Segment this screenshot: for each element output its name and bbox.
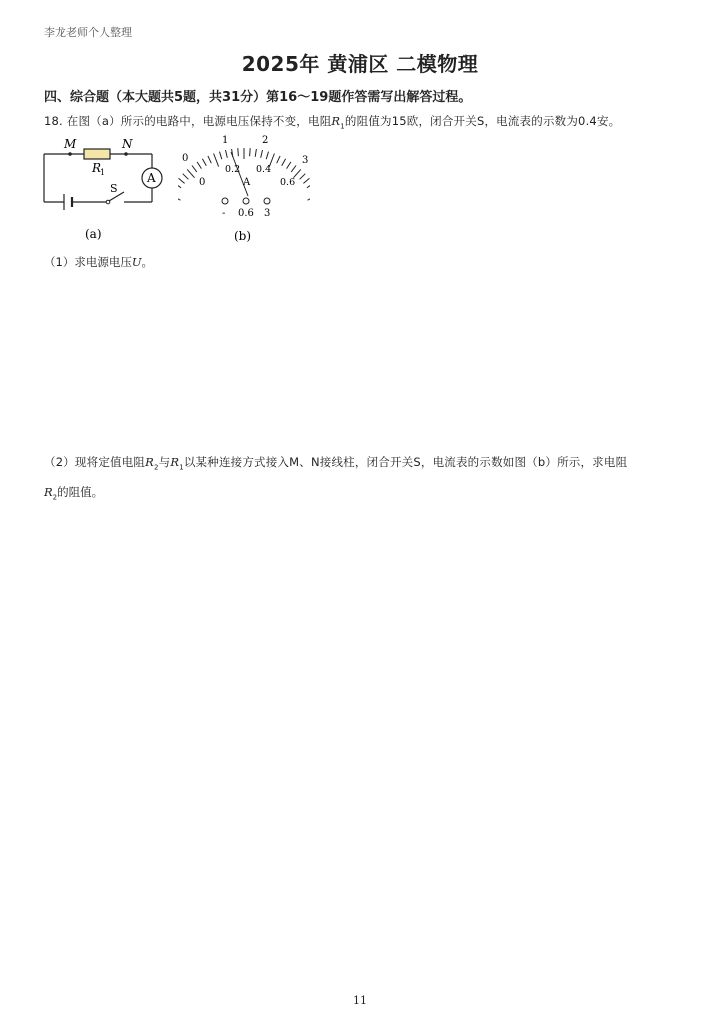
label-r1-sub: 1 [100, 168, 106, 177]
ammeter-dial-b [178, 130, 310, 246]
scale-top-2: 2 [262, 135, 269, 146]
r2-subscript: 2 [153, 463, 159, 472]
author-note: 李龙老师个人整理 [44, 26, 132, 39]
label-n: N [122, 137, 133, 151]
scale-bottom-0: 0 [199, 177, 206, 188]
dial-tick [308, 194, 310, 201]
dial-scale-ticks [178, 148, 310, 200]
sub-question-2-line-2 [44, 484, 103, 501]
dial-tick [266, 152, 268, 160]
page-title: 2025年 黄浦区 二模物理 [241, 52, 479, 76]
r2-symbol: R [145, 455, 154, 469]
scale-bottom-3: 0.6 [280, 177, 296, 188]
dial-tick [287, 162, 291, 169]
dial-tick [179, 178, 185, 183]
dial-tick [192, 166, 197, 172]
question-number: 18. [44, 114, 63, 128]
ammeter-letter: A [147, 171, 156, 185]
dial-tick [291, 166, 296, 172]
question-text-b: 的阻值为15欧，闭合开关S，电流表的示数为0.4安。 [344, 114, 621, 128]
dial-tick [178, 194, 180, 201]
dial-tick [303, 178, 309, 183]
sub2-prefix: （2）现将定值电阻 [44, 455, 146, 469]
r1-symbol-2: R [170, 455, 180, 469]
question-18-stem [44, 113, 620, 130]
dial-tick [255, 149, 256, 157]
terminal-m [68, 152, 72, 156]
dial-tick [307, 183, 310, 188]
dial-tick [197, 162, 201, 169]
caption-b: (b) [234, 229, 252, 243]
sub-question-2-line-1 [44, 454, 627, 471]
scale-bottom-2: 0.4 [256, 164, 272, 175]
dial-tick [178, 183, 181, 188]
terminal-0-6 [243, 198, 249, 204]
scale-top-3: 3 [302, 155, 309, 166]
sub-question-1 [44, 254, 153, 270]
dial-tick [214, 154, 219, 167]
page-number: 11 [353, 994, 367, 1007]
dial-tick [238, 148, 239, 156]
dial-tick [277, 156, 280, 163]
dial-tick [208, 156, 211, 163]
terminal-negative [222, 198, 228, 204]
sub1-end: 。 [141, 255, 154, 269]
dial-tick [220, 152, 222, 160]
terminal-label-3: 3 [264, 208, 271, 219]
label-m: M [64, 137, 77, 151]
dial-unit: A [243, 177, 251, 188]
caption-a: (a) [85, 227, 102, 241]
dial-tick [282, 159, 286, 166]
dial-tick [183, 174, 189, 180]
label-s: S [110, 182, 118, 195]
voltage-symbol: U [131, 255, 142, 269]
dial-tick [250, 148, 251, 156]
resistor-r1 [84, 149, 110, 159]
terminal-n [124, 152, 128, 156]
r1-subscript-2: 1 [179, 463, 184, 472]
circuit-diagram-a [40, 134, 175, 246]
terminal-3 [264, 198, 270, 204]
label-r1: R [92, 161, 102, 175]
dial-tick [202, 159, 206, 166]
scale-top-0: 0 [182, 153, 189, 164]
r1-symbol: R [331, 114, 341, 128]
dial-tick [187, 169, 194, 177]
dial-tick [300, 174, 306, 180]
scale-bottom-1: 0.2 [225, 164, 241, 175]
question-text-a: 在图（a）所示的电路中，电源电压保持不变，电阻 [66, 114, 332, 128]
scale-top-1: 1 [222, 135, 229, 146]
sub2-suffix: 以某种连接方式接入M、N接线柱，闭合开关S，电流表的示数如图（b）所示，求电阻 [183, 455, 628, 469]
sub2-mid: 与 [158, 455, 171, 469]
sub2-line2-end: 的阻值。 [57, 485, 104, 499]
terminal-label-0-6: 0.6 [238, 208, 254, 219]
r1-subscript: 1 [340, 122, 345, 131]
dial-tick [261, 150, 263, 158]
dial-tick [226, 150, 228, 158]
section-heading: 四、综合题（本大题共5题，共31分）第16～19题作答需写出解答过程。 [44, 90, 472, 105]
terminal-label-negative: - [222, 208, 226, 219]
sub1-text: （1）求电源电压 [44, 255, 132, 269]
r2-symbol-line2: R [44, 485, 53, 499]
r2-subscript-line2: 2 [52, 493, 58, 502]
